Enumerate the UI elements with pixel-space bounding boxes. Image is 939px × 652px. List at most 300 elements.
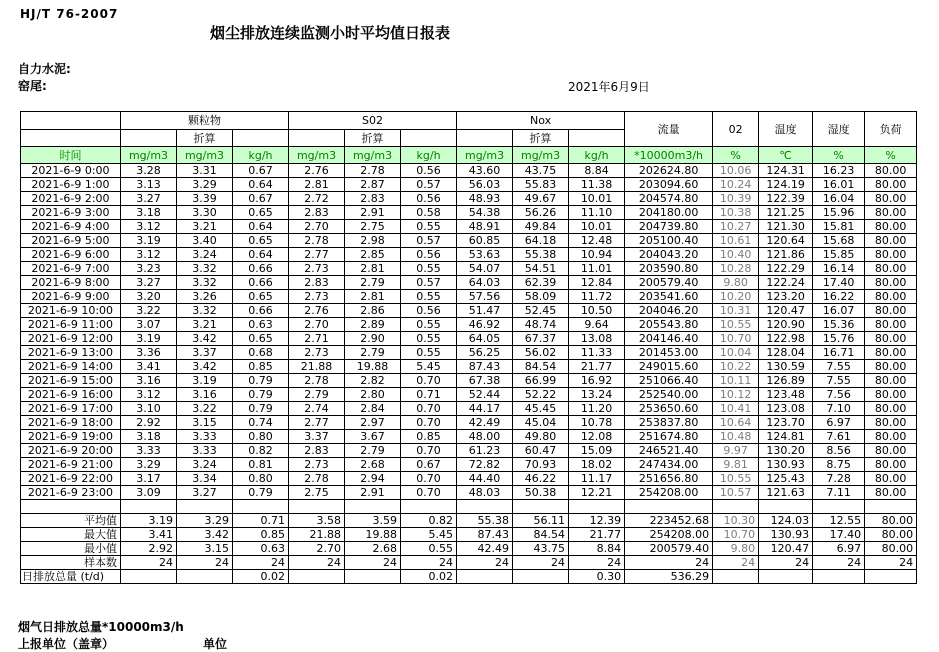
value-cell: 0.66 [233, 276, 289, 290]
value-cell: 121.30 [759, 220, 813, 234]
value-cell: 124.19 [759, 178, 813, 192]
value-cell: 253837.80 [625, 416, 713, 430]
value-cell: 16.14 [813, 262, 865, 276]
value-cell: 0.66 [233, 304, 289, 318]
value-cell: 10.06 [713, 164, 759, 178]
value-cell: 10.22 [713, 360, 759, 374]
value-cell: 130.59 [759, 360, 813, 374]
blank-cell [569, 500, 625, 514]
time-cell: 2021-6-9 8:00 [21, 276, 121, 290]
summary-row [21, 514, 917, 528]
value-cell: 2.79 [345, 346, 401, 360]
summary-value-cell [813, 570, 865, 584]
value-cell: 46.92 [457, 318, 513, 332]
value-cell: 2.73 [289, 346, 345, 360]
summary-value-cell: 3.59 [345, 514, 401, 528]
value-cell: 0.65 [233, 234, 289, 248]
blank-cell [401, 130, 457, 147]
value-cell: 10.41 [713, 402, 759, 416]
blank-cell [121, 500, 177, 514]
value-cell: 80.00 [865, 304, 917, 318]
value-cell: 0.79 [233, 388, 289, 402]
value-cell: 52.22 [513, 388, 569, 402]
unit-label: 单位 [203, 637, 228, 651]
value-cell: 0.79 [233, 374, 289, 388]
time-cell: 2021-6-9 3:00 [21, 206, 121, 220]
blank-cell [233, 500, 289, 514]
value-cell: 10.55 [713, 472, 759, 486]
value-cell: 3.41 [121, 360, 177, 374]
value-cell: 80.00 [865, 430, 917, 444]
value-cell: 2.79 [345, 444, 401, 458]
value-cell: 2.75 [289, 486, 345, 500]
converted-header-pm: 折算 [177, 130, 233, 147]
summary-value-cell: 2.92 [121, 542, 177, 556]
value-cell: 2.74 [289, 402, 345, 416]
blank-cell [713, 500, 759, 514]
value-cell: 2.86 [345, 304, 401, 318]
value-cell: 0.65 [233, 290, 289, 304]
reporting-org-label: 上报单位（盖章） [18, 637, 115, 651]
table-row [21, 262, 917, 276]
value-cell: 120.64 [759, 234, 813, 248]
col-header-temperature: 温度 [759, 112, 813, 147]
summary-value-cell: 56.11 [513, 514, 569, 528]
value-cell: 10.28 [713, 262, 759, 276]
value-cell: 16.04 [813, 192, 865, 206]
value-cell: 3.23 [121, 262, 177, 276]
value-cell: 3.31 [177, 164, 233, 178]
summary-value-cell: 24 [401, 556, 457, 570]
unit-cell: mg/m3 [121, 147, 177, 164]
blank-cell [759, 500, 813, 514]
summary-value-cell: 3.29 [177, 514, 233, 528]
value-cell: 3.29 [121, 458, 177, 472]
summary-value-cell: 9.80 [713, 542, 759, 556]
value-cell: 84.54 [513, 360, 569, 374]
value-cell: 247434.00 [625, 458, 713, 472]
summary-value-cell: 24 [569, 556, 625, 570]
summary-row [21, 542, 917, 556]
table-row [21, 472, 917, 486]
value-cell: 10.94 [569, 248, 625, 262]
value-cell: 3.37 [289, 430, 345, 444]
unit-cell-temperature: ℃ [759, 147, 813, 164]
value-cell: 3.18 [121, 430, 177, 444]
value-cell: 13.08 [569, 332, 625, 346]
table-row [21, 388, 917, 402]
time-cell: 2021-6-9 5:00 [21, 234, 121, 248]
value-cell: 0.79 [233, 402, 289, 416]
value-cell: 0.70 [401, 416, 457, 430]
value-cell: 2.91 [345, 206, 401, 220]
value-cell: 2.72 [289, 192, 345, 206]
value-cell: 10.11 [713, 374, 759, 388]
summary-value-cell [177, 570, 233, 584]
summary-value-cell: 536.29 [625, 570, 713, 584]
value-cell: 64.03 [457, 276, 513, 290]
time-cell: 2021-6-9 0:00 [21, 164, 121, 178]
value-cell: 3.16 [121, 374, 177, 388]
value-cell: 0.64 [233, 248, 289, 262]
value-cell: 11.38 [569, 178, 625, 192]
unit-cell: kg/h [401, 147, 457, 164]
table-row [21, 402, 917, 416]
group-header-nox: Nox [457, 112, 625, 130]
value-cell: 80.00 [865, 164, 917, 178]
value-cell: 16.71 [813, 346, 865, 360]
time-cell: 2021-6-9 2:00 [21, 192, 121, 206]
value-cell: 57.56 [457, 290, 513, 304]
value-cell: 48.91 [457, 220, 513, 234]
value-cell: 2.70 [289, 318, 345, 332]
time-cell: 2021-6-9 22:00 [21, 472, 121, 486]
value-cell: 3.22 [121, 304, 177, 318]
value-cell: 0.55 [401, 262, 457, 276]
time-cell: 2021-6-9 9:00 [21, 290, 121, 304]
value-cell: 67.38 [457, 374, 513, 388]
value-cell: 2.87 [345, 178, 401, 192]
value-cell: 15.85 [813, 248, 865, 262]
time-column-header: 时间 [21, 147, 121, 164]
summary-value-cell: 120.47 [759, 542, 813, 556]
summary-value-cell: 43.75 [513, 542, 569, 556]
value-cell: 80.00 [865, 416, 917, 430]
value-cell: 3.17 [121, 472, 177, 486]
blank-cell [457, 130, 513, 147]
value-cell: 21.88 [289, 360, 345, 374]
summary-value-cell: 124.03 [759, 514, 813, 528]
value-cell: 0.56 [401, 164, 457, 178]
value-cell: 64.05 [457, 332, 513, 346]
value-cell: 15.68 [813, 234, 865, 248]
blank-cell [289, 500, 345, 514]
value-cell: 0.55 [401, 220, 457, 234]
value-cell: 15.36 [813, 318, 865, 332]
value-cell: 51.47 [457, 304, 513, 318]
value-cell: 80.00 [865, 248, 917, 262]
unit-cell: kg/h [569, 147, 625, 164]
station-label: 窑尾: [18, 79, 47, 93]
table-row [21, 234, 917, 248]
group-header-so2: S02 [289, 112, 457, 130]
unit-cell: mg/m3 [289, 147, 345, 164]
blank-cell [865, 500, 917, 514]
value-cell: 123.70 [759, 416, 813, 430]
value-cell: 0.68 [233, 346, 289, 360]
summary-value-cell: 80.00 [865, 514, 917, 528]
value-cell: 3.19 [177, 374, 233, 388]
table-row [21, 332, 917, 346]
summary-value-cell: 17.40 [813, 528, 865, 542]
header-row-groups [21, 112, 917, 130]
summary-value-cell: 24 [625, 556, 713, 570]
value-cell: 7.55 [813, 360, 865, 374]
value-cell: 2.81 [345, 290, 401, 304]
summary-label: 日排放总量 (t/d) [21, 570, 121, 584]
value-cell: 48.03 [457, 486, 513, 500]
value-cell: 7.55 [813, 374, 865, 388]
value-cell: 203541.60 [625, 290, 713, 304]
value-cell: 15.76 [813, 332, 865, 346]
corner-blank-cell [21, 112, 121, 130]
summary-label: 样本数 [21, 556, 121, 570]
blank-cell [289, 130, 345, 147]
value-cell: 70.93 [513, 458, 569, 472]
value-cell: 0.67 [233, 192, 289, 206]
value-cell: 80.00 [865, 276, 917, 290]
summary-value-cell: 24 [759, 556, 813, 570]
summary-value-cell: 84.54 [513, 528, 569, 542]
value-cell: 80.00 [865, 262, 917, 276]
value-cell: 3.27 [177, 486, 233, 500]
summary-value-cell [865, 570, 917, 584]
summary-value-cell [759, 570, 813, 584]
value-cell: 120.90 [759, 318, 813, 332]
value-cell: 66.99 [513, 374, 569, 388]
value-cell: 44.17 [457, 402, 513, 416]
summary-value-cell: 2.68 [345, 542, 401, 556]
value-cell: 17.40 [813, 276, 865, 290]
value-cell: 58.09 [513, 290, 569, 304]
value-cell: 3.32 [177, 304, 233, 318]
value-cell: 0.56 [401, 304, 457, 318]
value-cell: 2.97 [345, 416, 401, 430]
value-cell: 0.55 [401, 318, 457, 332]
blank-cell [625, 500, 713, 514]
value-cell: 203590.80 [625, 262, 713, 276]
value-cell: 10.57 [713, 486, 759, 500]
value-cell: 3.22 [177, 402, 233, 416]
value-cell: 10.04 [713, 346, 759, 360]
value-cell: 204739.80 [625, 220, 713, 234]
value-cell: 0.85 [233, 360, 289, 374]
summary-value-cell: 19.88 [345, 528, 401, 542]
summary-value-cell: 21.77 [569, 528, 625, 542]
value-cell: 3.24 [177, 248, 233, 262]
value-cell: 205100.40 [625, 234, 713, 248]
value-cell: 123.08 [759, 402, 813, 416]
value-cell: 204043.20 [625, 248, 713, 262]
value-cell: 80.00 [865, 346, 917, 360]
value-cell: 2.76 [289, 164, 345, 178]
value-cell: 0.57 [401, 178, 457, 192]
time-cell: 2021-6-9 18:00 [21, 416, 121, 430]
summary-value-cell: 24 [233, 556, 289, 570]
value-cell: 0.70 [401, 472, 457, 486]
time-cell: 2021-6-9 15:00 [21, 374, 121, 388]
value-cell: 121.25 [759, 206, 813, 220]
value-cell: 80.00 [865, 486, 917, 500]
value-cell: 3.32 [177, 276, 233, 290]
value-cell: 48.00 [457, 430, 513, 444]
time-cell: 2021-6-9 21:00 [21, 458, 121, 472]
time-cell: 2021-6-9 23:00 [21, 486, 121, 500]
value-cell: 3.07 [121, 318, 177, 332]
value-cell: 80.00 [865, 374, 917, 388]
value-cell: 21.77 [569, 360, 625, 374]
value-cell: 56.03 [457, 178, 513, 192]
blank-cell [813, 500, 865, 514]
value-cell: 122.29 [759, 262, 813, 276]
summary-value-cell: 80.00 [865, 542, 917, 556]
table-row [21, 430, 917, 444]
value-cell: 121.86 [759, 248, 813, 262]
table-row [21, 206, 917, 220]
value-cell: 55.38 [513, 248, 569, 262]
value-cell: 0.85 [401, 430, 457, 444]
value-cell: 3.19 [121, 332, 177, 346]
value-cell: 3.32 [177, 262, 233, 276]
value-cell: 9.81 [713, 458, 759, 472]
value-cell: 124.81 [759, 430, 813, 444]
value-cell: 200579.40 [625, 276, 713, 290]
value-cell: 80.00 [865, 234, 917, 248]
value-cell: 2.83 [289, 444, 345, 458]
value-cell: 2.75 [345, 220, 401, 234]
value-cell: 202624.80 [625, 164, 713, 178]
value-cell: 2.92 [121, 416, 177, 430]
time-cell: 2021-6-9 11:00 [21, 318, 121, 332]
time-cell: 2021-6-9 1:00 [21, 178, 121, 192]
value-cell: 2.84 [345, 402, 401, 416]
value-cell: 251656.80 [625, 472, 713, 486]
value-cell: 8.56 [813, 444, 865, 458]
summary-value-cell: 2.70 [289, 542, 345, 556]
value-cell: 130.93 [759, 458, 813, 472]
value-cell: 0.71 [401, 388, 457, 402]
table-row [21, 290, 917, 304]
value-cell: 80.00 [865, 178, 917, 192]
value-cell: 16.92 [569, 374, 625, 388]
table-row [21, 318, 917, 332]
value-cell: 123.20 [759, 290, 813, 304]
value-cell: 2.78 [345, 164, 401, 178]
unit-cell-humidity: % [813, 147, 865, 164]
value-cell: 15.09 [569, 444, 625, 458]
table-row [21, 444, 917, 458]
time-cell: 2021-6-9 17:00 [21, 402, 121, 416]
value-cell: 61.23 [457, 444, 513, 458]
value-cell: 0.80 [233, 472, 289, 486]
value-cell: 10.64 [713, 416, 759, 430]
time-cell: 2021-6-9 7:00 [21, 262, 121, 276]
value-cell: 3.10 [121, 402, 177, 416]
value-cell: 53.63 [457, 248, 513, 262]
value-cell: 10.38 [713, 206, 759, 220]
blank-cell [513, 500, 569, 514]
summary-value-cell: 0.82 [401, 514, 457, 528]
value-cell: 7.11 [813, 486, 865, 500]
summary-label: 最小值 [21, 542, 121, 556]
value-cell: 9.97 [713, 444, 759, 458]
value-cell: 60.85 [457, 234, 513, 248]
value-cell: 54.07 [457, 262, 513, 276]
summary-value-cell: 0.71 [233, 514, 289, 528]
value-cell: 203094.60 [625, 178, 713, 192]
blank-cell [21, 500, 121, 514]
table-row [21, 374, 917, 388]
summary-value-cell: 24 [865, 556, 917, 570]
value-cell: 254208.00 [625, 486, 713, 500]
value-cell: 16.01 [813, 178, 865, 192]
summary-value-cell: 3.41 [121, 528, 177, 542]
value-cell: 54.38 [457, 206, 513, 220]
value-cell: 3.36 [121, 346, 177, 360]
value-cell: 16.23 [813, 164, 865, 178]
summary-value-cell [121, 570, 177, 584]
summary-value-cell: 0.55 [401, 542, 457, 556]
value-cell: 80.00 [865, 332, 917, 346]
value-cell: 80.00 [865, 458, 917, 472]
value-cell: 0.55 [401, 346, 457, 360]
blank-cell [177, 500, 233, 514]
value-cell: 124.31 [759, 164, 813, 178]
report-date: 2021年6月9日 [568, 80, 650, 94]
value-cell: 49.67 [513, 192, 569, 206]
time-cell: 2021-6-9 12:00 [21, 332, 121, 346]
unit-cell-o2: % [713, 147, 759, 164]
value-cell: 55.83 [513, 178, 569, 192]
value-cell: 80.00 [865, 192, 917, 206]
value-cell: 205543.80 [625, 318, 713, 332]
summary-row [21, 528, 917, 542]
summary-value-cell: 24 [813, 556, 865, 570]
value-cell: 13.24 [569, 388, 625, 402]
table-row [21, 304, 917, 318]
table-row [21, 346, 917, 360]
value-cell: 80.00 [865, 402, 917, 416]
value-cell: 0.74 [233, 416, 289, 430]
value-cell: 0.82 [233, 444, 289, 458]
summary-value-cell: 12.55 [813, 514, 865, 528]
time-cell: 2021-6-9 13:00 [21, 346, 121, 360]
value-cell: 0.63 [233, 318, 289, 332]
value-cell: 10.12 [713, 388, 759, 402]
value-cell: 3.12 [121, 220, 177, 234]
summary-value-cell [713, 570, 759, 584]
value-cell: 46.22 [513, 472, 569, 486]
value-cell: 3.33 [177, 444, 233, 458]
summary-value-cell: 0.02 [233, 570, 289, 584]
value-cell: 2.77 [289, 416, 345, 430]
value-cell: 10.27 [713, 220, 759, 234]
time-cell: 2021-6-9 6:00 [21, 248, 121, 262]
value-cell: 50.38 [513, 486, 569, 500]
value-cell: 3.12 [121, 388, 177, 402]
value-cell: 3.19 [121, 234, 177, 248]
value-cell: 7.28 [813, 472, 865, 486]
value-cell: 3.37 [177, 346, 233, 360]
value-cell: 80.00 [865, 206, 917, 220]
value-cell: 0.56 [401, 192, 457, 206]
table-row [21, 276, 917, 290]
value-cell: 62.39 [513, 276, 569, 290]
value-cell: 18.02 [569, 458, 625, 472]
converted-header-so2: 折算 [345, 130, 401, 147]
spacer-row [21, 500, 917, 514]
value-cell: 2.79 [345, 276, 401, 290]
summary-value-cell: 3.19 [121, 514, 177, 528]
value-cell: 0.57 [401, 234, 457, 248]
value-cell: 9.80 [713, 276, 759, 290]
value-cell: 10.01 [569, 220, 625, 234]
unit-cell: mg/m3 [177, 147, 233, 164]
value-cell: 10.40 [713, 248, 759, 262]
value-cell: 3.21 [177, 220, 233, 234]
col-header-flow: 流量 [625, 112, 713, 147]
summary-value-cell: 80.00 [865, 528, 917, 542]
